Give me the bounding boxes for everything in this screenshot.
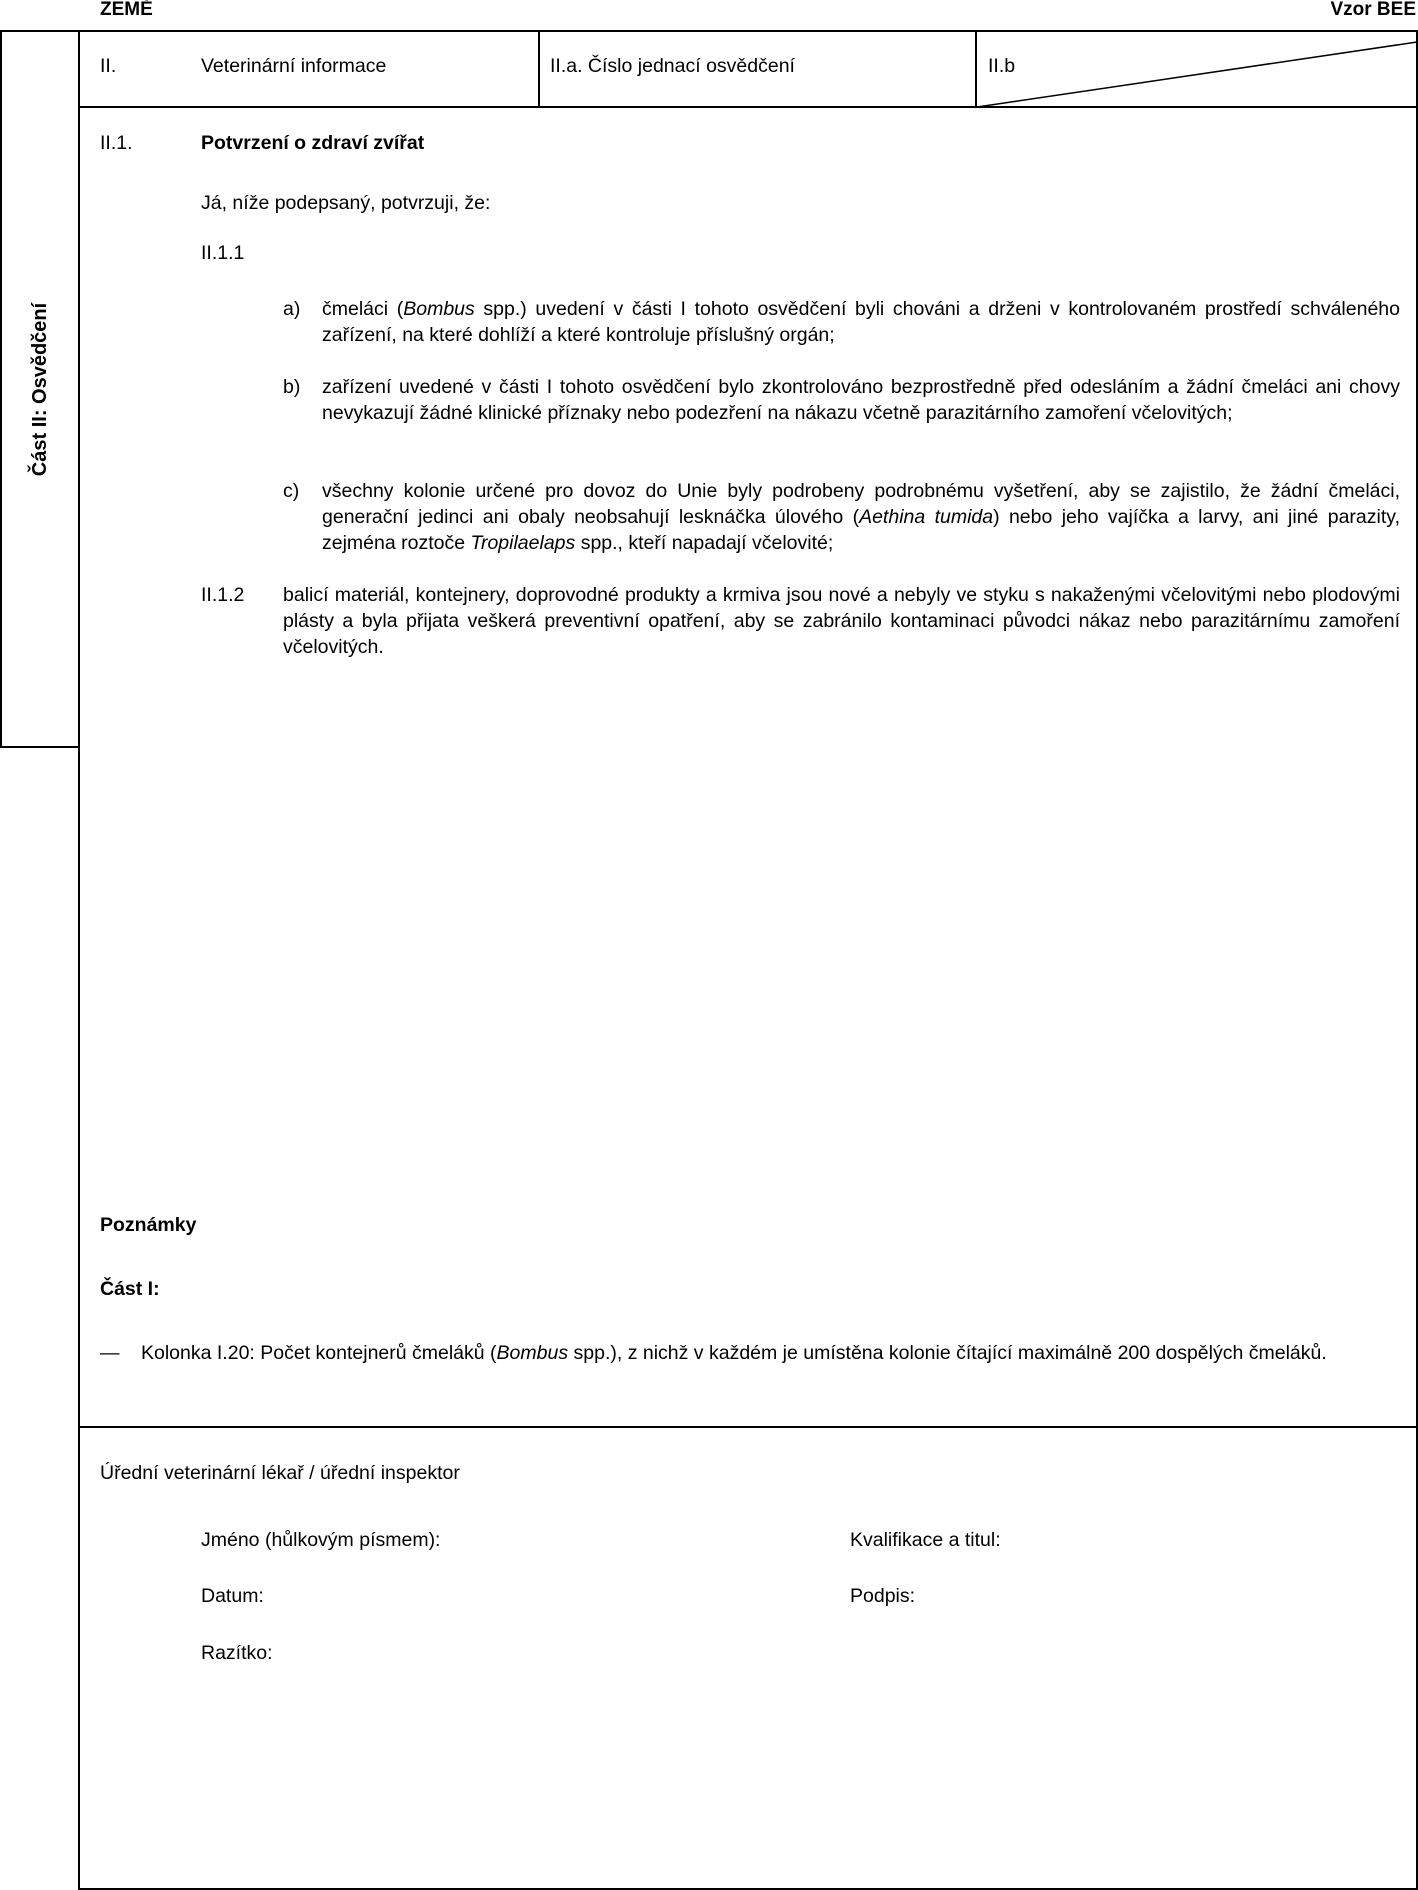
signature-field-label: Podpis: [850, 1585, 916, 1607]
item-a-label: a) [283, 298, 301, 320]
model-label: Vzor BEE [1330, 0, 1416, 20]
item-b-label: b) [283, 376, 301, 398]
official-label: Úřední veterinární lékař / úřední inspektor [100, 1462, 460, 1484]
section-title: Potvrzení o zdraví zvířat [201, 132, 425, 154]
section-number: II.1. [100, 132, 133, 154]
item-b-text: zařízení uvedené v části I tohoto osvědčení bylo zkontrolováno bezprostředně před odesláním a žádní čmeláci ani chovy nevykazují žádné klinické příznaky nebo podezření na nákazu včetně parazitárního zamoření včelovitých; [322, 376, 1400, 424]
item-a-text: čmeláci (Bombus spp.) uvedení v části I tohoto osvědčení byli chováni a drženi v kontrolovaném prostředí schváleného zařízení, na které dohlíží a které kontroluje příslušný orgán; [322, 298, 1400, 346]
notes-text: Kolonka I.20: Počet kontejnerů čmeláků (Bombus spp.), z nichž v každém je umístěna kolonie čítající maximálně 200 dospělých čmeláků. [141, 1342, 1327, 1364]
country-label: ZEMĚ [100, 0, 153, 20]
notes-title: Poznámky [100, 1214, 197, 1236]
item-c-label: c) [283, 480, 300, 502]
notes-dash: — [100, 1342, 120, 1364]
subsection-number-1: II.1.1 [201, 242, 245, 264]
qualification-field-label: Kvalifikace a titul: [850, 1529, 1001, 1551]
stamp-field-label: Razítko: [201, 1642, 273, 1664]
header-col-certificate-ref: II.a. Číslo jednací osvědčení [550, 55, 795, 77]
header-divider-1 [538, 30, 540, 108]
subsection-number-2: II.1.2 [201, 584, 245, 606]
header-col-section: II. [100, 55, 117, 77]
date-field-label: Datum: [201, 1585, 264, 1607]
frame-left-line [0, 30, 2, 748]
section-intro: Já, níže podepsaný, potvrzuji, že: [201, 192, 491, 214]
header-col-veterinary-info: Veterinární informace [201, 55, 387, 77]
name-field-label: Jméno (hůlkovým písmem): [201, 1529, 441, 1551]
header-col-iib: II.b [988, 55, 1016, 77]
signature-top-line [78, 1426, 1418, 1428]
notes-part-title: Část I: [100, 1278, 160, 1300]
subsection-2-text: balicí materiál, kontejnery, doprovodné produkty a krmiva jsou nové a nebyly ve styku s nakaženými včelovitými nebo plodovými plásty a byla přijata veškerá preventivní opatření, aby se zabránilo kontaminaci původci nákaz nebo parazitárnímu zamoření včelovitých. [283, 584, 1400, 658]
content-left-line [78, 30, 80, 1890]
item-c-text: všechny kolonie určené pro dovoz do Unie byly podrobeny podrobnému vyšetření, aby se zajistilo, že žádní čmeláci, generační jedinci ani obaly neobsahují lesknáčka úlového (Aethina tumida) nebo jeho vajíčka a larvy, ani jiné parazity, zejména roztoče Tropilaelaps spp., kteří napadají včelovité; [322, 480, 1400, 554]
crossed-cell-diagonal [977, 30, 1417, 108]
sidebar-section-label: Část II: Osvědčení [29, 302, 51, 476]
